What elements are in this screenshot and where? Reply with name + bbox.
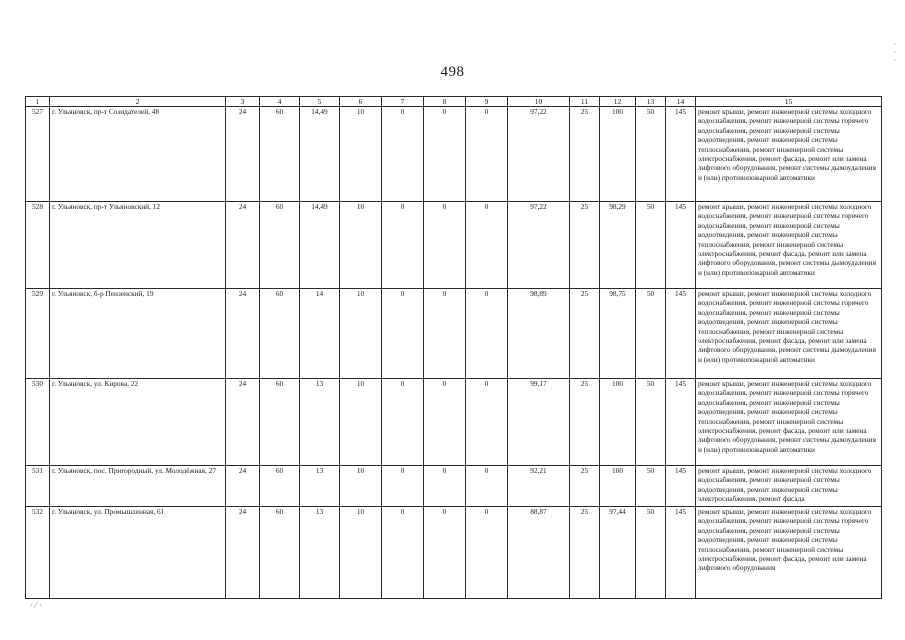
value-cell: 60	[260, 379, 300, 466]
value-cell: 50	[636, 107, 666, 202]
value-cell: 0	[382, 466, 424, 507]
value-cell: 0	[424, 379, 466, 466]
address-cell: г. Ульяновск, б-р Пензенский, 19	[50, 289, 226, 379]
column-header: 11	[570, 97, 600, 107]
column-header: 2	[50, 97, 226, 107]
table-row	[26, 507, 882, 599]
column-header: 3	[226, 97, 260, 107]
column-header: 9	[466, 97, 508, 107]
value-cell: 24	[226, 107, 260, 202]
address-cell: г. Ульяновск, пос. Пригородный, ул. Молодёжная, 27	[50, 466, 226, 507]
value-cell: 10	[340, 202, 382, 289]
value-cell: 98,29	[600, 202, 636, 289]
address-cell: г. Ульяновск, пр-т Ульяновский, 12	[50, 202, 226, 289]
row-number-cell: 528	[26, 202, 50, 289]
value-cell: 10	[340, 107, 382, 202]
value-cell: 145	[666, 507, 696, 599]
value-cell: 0	[382, 107, 424, 202]
value-cell: 0	[466, 107, 508, 202]
works-cell: ремонт крыши, ремонт инженерной системы холодного водоснабжения, ремонт инженерной системы горячего водоснабжения, ремонт инженерной системы водоотведения, ремонт инженерной системы теплоснабжения, ремонт инженерной системы электроснабжения, ремонт фасада, ремонт или замена лифтового оборудования, ремонт системы дымоудаления и (или) противопожарной автоматики	[696, 202, 882, 289]
value-cell: 10	[340, 466, 382, 507]
value-cell: 0	[466, 289, 508, 379]
value-cell: 13	[300, 379, 340, 466]
value-cell: 0	[424, 202, 466, 289]
column-header: 14	[666, 97, 696, 107]
value-cell: 10	[340, 379, 382, 466]
column-header: 1	[26, 97, 50, 107]
value-cell: 50	[636, 289, 666, 379]
row-number-cell: 531	[26, 466, 50, 507]
value-cell: 50	[636, 379, 666, 466]
value-cell: 100	[600, 107, 636, 202]
column-header: 12	[600, 97, 636, 107]
value-cell: 25	[570, 379, 600, 466]
value-cell: 98,75	[600, 289, 636, 379]
value-cell: 60	[260, 202, 300, 289]
value-cell: 100	[600, 466, 636, 507]
value-cell: 10	[340, 507, 382, 599]
scan-mark: · · ·	[893, 39, 896, 65]
value-cell: 14	[300, 289, 340, 379]
table-row	[26, 289, 882, 379]
address-cell: г. Ульяновск, ул. Кирова, 22	[50, 379, 226, 466]
value-cell: 99,17	[508, 379, 570, 466]
value-cell: 0	[466, 202, 508, 289]
table-row	[26, 466, 882, 507]
value-cell: 0	[466, 507, 508, 599]
row-number-cell: 532	[26, 507, 50, 599]
value-cell: 50	[636, 466, 666, 507]
value-cell: 60	[260, 507, 300, 599]
value-cell: 0	[382, 289, 424, 379]
column-header: 5	[300, 97, 340, 107]
value-cell: 14,49	[300, 202, 340, 289]
address-cell: г. Ульяновск, ул. Промышленная, 61	[50, 507, 226, 599]
value-cell: 145	[666, 289, 696, 379]
header-row	[26, 97, 882, 107]
works-cell: ремонт крыши, ремонт инженерной системы холодного водоснабжения, ремонт инженерной системы горячего водоснабжения, ремонт инженерной системы водоотведения, ремонт инженерной системы теплоснабжения, ремонт инженерной системы электроснабжения, ремонт фасада, ремонт или замена лифтового оборудования	[696, 507, 882, 599]
value-cell: 24	[226, 507, 260, 599]
column-header: 8	[424, 97, 466, 107]
value-cell: 13	[300, 507, 340, 599]
value-cell: 97,22	[508, 202, 570, 289]
table-row	[26, 202, 882, 289]
value-cell: 60	[260, 289, 300, 379]
value-cell: 25	[570, 289, 600, 379]
value-cell: 145	[666, 466, 696, 507]
value-cell: 98,89	[508, 289, 570, 379]
column-header: 13	[636, 97, 666, 107]
value-cell: 97,22	[508, 107, 570, 202]
value-cell: 25	[570, 107, 600, 202]
value-cell: 88,87	[508, 507, 570, 599]
value-cell: 0	[424, 507, 466, 599]
value-cell: 24	[226, 289, 260, 379]
value-cell: 24	[226, 202, 260, 289]
column-header: 6	[340, 97, 382, 107]
value-cell: 0	[424, 107, 466, 202]
value-cell: 25	[570, 202, 600, 289]
value-cell: 24	[226, 466, 260, 507]
value-cell: 0	[382, 202, 424, 289]
value-cell: 0	[466, 379, 508, 466]
row-number-cell: 530	[26, 379, 50, 466]
value-cell: 24	[226, 379, 260, 466]
works-cell: ремонт крыши, ремонт инженерной системы холодного водоснабжения, ремонт инженерной системы горячего водоснабжения, ремонт инженерной системы водоотведения, ремонт инженерной системы теплоснабжения, ремонт инженерной системы электроснабжения, ремонт фасада, ремонт или замена лифтового оборудования, ремонт системы дымоудаления и (или) противопожарной автоматики	[696, 107, 882, 202]
value-cell: 145	[666, 107, 696, 202]
value-cell: 0	[382, 507, 424, 599]
value-cell: 0	[382, 379, 424, 466]
value-cell: 145	[666, 379, 696, 466]
value-cell: 145	[666, 202, 696, 289]
value-cell: 0	[424, 466, 466, 507]
scan-mark: · ⁄ ·	[30, 600, 42, 610]
value-cell: 60	[260, 466, 300, 507]
value-cell: 50	[636, 202, 666, 289]
value-cell: 10	[340, 289, 382, 379]
page-number: 498	[440, 64, 465, 80]
value-cell: 92,21	[508, 466, 570, 507]
column-header: 10	[508, 97, 570, 107]
column-header: 15	[696, 97, 882, 107]
value-cell: 0	[424, 289, 466, 379]
works-cell: ремонт крыши, ремонт инженерной системы холодного водоснабжения, ремонт инженерной системы горячего водоснабжения, ремонт инженерной системы водоотведения, ремонт инженерной системы теплоснабжения, ремонт инженерной системы электроснабжения, ремонт фасада, ремонт или замена лифтового оборудования, ремонт системы дымоудаления и (или) противопожарной автоматики	[696, 289, 882, 379]
row-number-cell: 527	[26, 107, 50, 202]
works-cell: ремонт крыши, ремонт инженерной системы холодного водоснабжения, ремонт инженерной системы горячего водоснабжения, ремонт инженерной системы водоотведения, ремонт инженерной системы теплоснабжения, ремонт инженерной системы электроснабжения, ремонт фасада, ремонт или замена лифтового оборудования, ремонт системы дымоудаления и (или) противопожарной автоматики	[696, 379, 882, 466]
table-row	[26, 379, 882, 466]
value-cell: 100	[600, 379, 636, 466]
works-cell: ремонт крыши, ремонт инженерной системы холодного водоснабжения, ремонт инженерной системы водоотведения, ремонт инженерной системы электроснабжения, ремонт фасада	[696, 466, 882, 507]
address-cell: г. Ульяновск, пр-т Созидателей, 48	[50, 107, 226, 202]
registry-table	[25, 96, 882, 599]
row-number-cell: 529	[26, 289, 50, 379]
column-header: 4	[260, 97, 300, 107]
value-cell: 14,49	[300, 107, 340, 202]
value-cell: 97,44	[600, 507, 636, 599]
value-cell: 25	[570, 466, 600, 507]
value-cell: 25	[570, 507, 600, 599]
table-row	[26, 107, 882, 202]
column-header: 7	[382, 97, 424, 107]
value-cell: 13	[300, 466, 340, 507]
value-cell: 0	[466, 466, 508, 507]
value-cell: 60	[260, 107, 300, 202]
value-cell: 50	[636, 507, 666, 599]
